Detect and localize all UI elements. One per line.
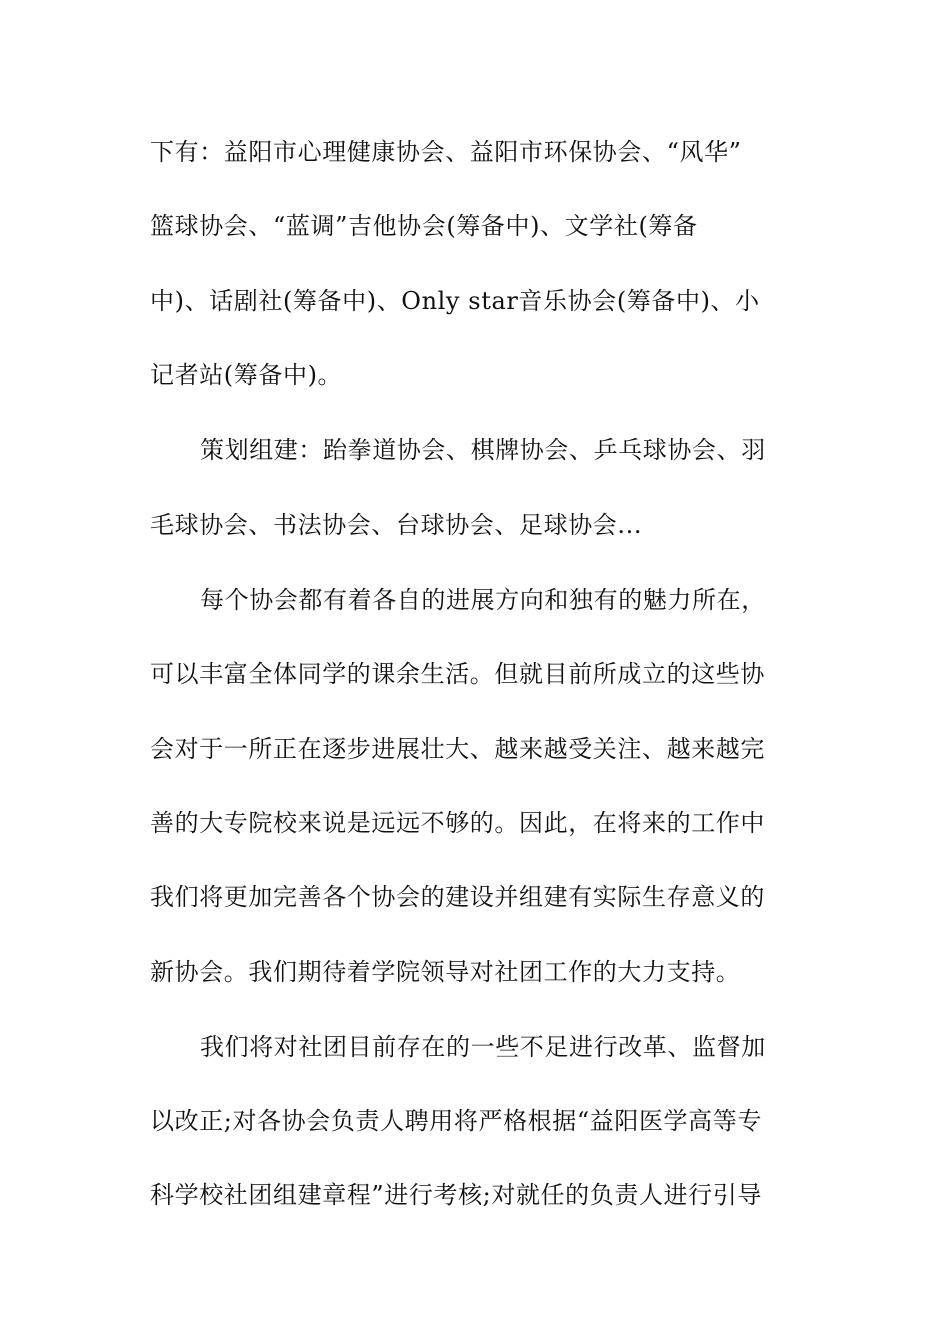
text-line: 下有：益阳市心理健康协会、益阳市环保协会、“风华” [150, 138, 742, 166]
text-line: 可以丰富全体同学的课余生活。但就目前所成立的这些协 [150, 660, 765, 688]
text-line: 记者站(筹备中)。 [150, 361, 343, 389]
paragraph-first-line: 每个协会都有着各自的进展方向和独有的魅力所在， [200, 586, 766, 614]
text-line: 我们将更加完善各个协会的建设并组建有实际生存意义的 [150, 883, 765, 911]
text-line: 以改正;对各协会负责人聘用将严格根据“益阳医学高等专 [150, 1107, 762, 1135]
text-line: 毛球协会、书法协会、台球协会、足球协会... [150, 511, 643, 539]
text-line: 善的大专院校来说是远远不够的。因此，在将来的工作中 [150, 809, 765, 837]
text-line: 科学校社团组建章程”进行考核;对就任的负责人进行引导 [150, 1181, 762, 1209]
paragraph-first-line: 我们将对社团目前存在的一些不足进行改革、监督加 [200, 1033, 766, 1061]
paragraph-first-line: 策划组建：跆拳道协会、棋牌协会、乒乓球协会、羽 [200, 436, 766, 464]
text-line: 新协会。我们期待着学院领导对社团工作的大力支持。 [150, 958, 741, 986]
text-line: 篮球协会、“蓝调”吉他协会(筹备中)、文学社(筹备 [150, 212, 698, 240]
text-line: 会对于一所正在逐步进展壮大、越来越受关注、越来越完 [150, 735, 765, 763]
text-line: 中)、话剧社(筹备中)、Only star音乐协会(筹备中)、小 [150, 287, 760, 315]
